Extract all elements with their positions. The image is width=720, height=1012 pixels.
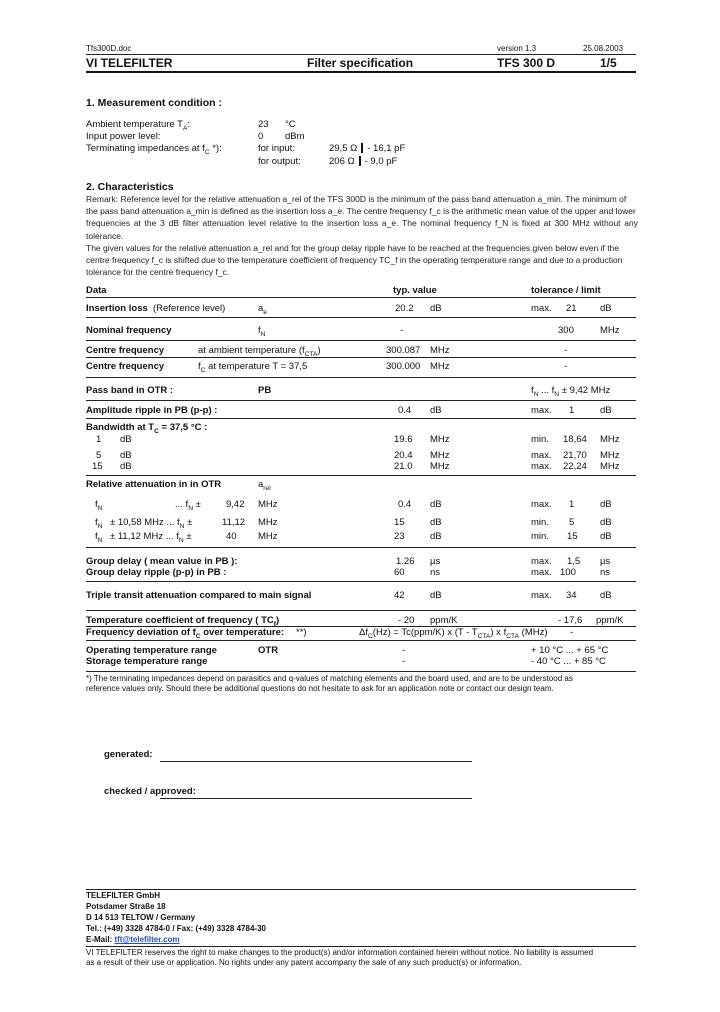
centre-frequency-ambient-limit: - — [564, 345, 568, 356]
footer-street: Potsdamer Straße 18 — [86, 902, 166, 911]
insertion-loss-limit: 21 — [566, 303, 577, 314]
col-data-header: Data — [86, 285, 107, 296]
characteristics-remark — [86, 193, 638, 278]
rel-att-range-start: $f_N$ — [95, 531, 103, 544]
group-delay-limit-kind: max. — [531, 556, 552, 567]
footer-email: E-Mail: tft@telefilter.com — [86, 935, 180, 944]
nominal-frequency-label: Nominal frequency — [86, 325, 172, 336]
remark-line: frequencies at the 3 dB filter attenuation level relative to the insertion loss a_e. The nominal frequency f_N is fixed at 300 MHz without any tolerance. — [86, 218, 638, 241]
terminating-impedance-label: Terminating impedances at $f_C$ *): — [86, 143, 222, 156]
measurement-heading: 1. Measurement condition : — [86, 97, 222, 109]
generated-label: generated: — [104, 749, 153, 760]
row-divider — [86, 640, 636, 641]
input-impedance-value: 29,5 Ω - 16,1 pF — [329, 143, 406, 154]
row-divider — [86, 418, 636, 419]
input-power-label: Input power level: — [86, 131, 161, 142]
relative-attenuation-label: Relative attenuation in in OTR — [86, 479, 222, 490]
footer-rule — [86, 889, 636, 890]
footer-city: D 14 513 TELTOW / Germany — [86, 913, 196, 922]
centre-frequency-limit: - — [564, 361, 568, 372]
group-delay-ripple-limit-unit: ns — [600, 567, 611, 578]
footer-tel-fax: Tel.: (+49) 3328 4784-0 / Fax: (+49) 3328 4784-30 — [86, 924, 266, 933]
rel-att-limit: 15 — [567, 531, 578, 542]
temp-coefficient-limit-unit: ppm/K — [596, 615, 624, 626]
bandwidth-limit: 18,64 — [563, 434, 587, 445]
row-divider — [86, 357, 636, 358]
remark-line: centre frequency f_c is shifted due to the temperature coefficient of frequency TC_f in the operating temperature range and due to a production — [86, 255, 623, 266]
disclaimer-line: as a result of their use or application. No rights under any patent accompany the sale of any such product(s) or information. — [86, 958, 522, 967]
output-impedance-value: 206 Ω - 9,0 pF — [329, 156, 398, 167]
col-typ-header: typ. value — [393, 285, 437, 296]
rel-att-range-value: 40 — [226, 531, 237, 542]
insertion-loss-unit: dB — [430, 303, 442, 314]
disclaimer-line: VI TELEFILTER reserves the right to make changes to the product(s) and/or information contained herein without notice. No liability is assumed — [86, 948, 594, 957]
rel-att-range-mid: ± 10,58 MHz ... $f_N$ ± — [110, 517, 193, 530]
row-divider — [86, 317, 636, 318]
rel-att-limit: 1 — [569, 499, 575, 510]
centre-frequency-ambient-unit: MHz — [430, 345, 450, 356]
freq-deviation-limit: - — [570, 627, 574, 638]
bandwidth-unit: MHz — [430, 461, 450, 472]
remark-line: tolerance for the centre frequency f_c. — [86, 267, 230, 278]
amplitude-ripple-unit: dB — [430, 405, 442, 416]
input-power-value: 0 — [258, 131, 264, 142]
bandwidth-level: 1 — [96, 434, 102, 445]
bandwidth-typ: 20.4 — [394, 450, 413, 461]
checked-signature-line — [160, 798, 472, 799]
amplitude-ripple-limit-kind: max. — [531, 405, 552, 416]
nominal-frequency-limit: 300 — [558, 325, 574, 336]
email-link[interactable]: tft@telefilter.com — [114, 935, 180, 944]
nominal-frequency-symbol: $f_N$ — [258, 325, 266, 338]
operating-temp-typ: - — [402, 645, 406, 656]
triple-transit-label: Triple transit attenuation compared to main signal — [86, 590, 312, 601]
group-delay-label: Group delay ( mean value in PB ): — [86, 556, 238, 567]
rel-att-limit-kind: max. — [531, 499, 552, 510]
bandwidth-level-unit: dB — [120, 461, 132, 472]
bandwidth-typ: 21.0 — [394, 461, 413, 472]
rel-att-range-unit: MHz — [258, 517, 278, 528]
rel-att-limit-kind: min. — [531, 531, 549, 542]
row-divider — [86, 581, 636, 582]
doc-filename: Tfs300D.doc — [86, 44, 132, 53]
group-delay-ripple-unit: ns — [430, 567, 441, 578]
triple-transit-limit-unit: dB — [600, 590, 612, 601]
footer-rule — [86, 946, 636, 947]
characteristics-heading: 2. Characteristics — [86, 181, 174, 193]
footnote-line: *) The terminating impedances depend on parasitics and q-values of matching elements and the board used, and are to be understood as — [86, 674, 573, 683]
footer-company: TELEFILTER GmbH — [86, 891, 161, 900]
temp-coefficient-limit: - 17,6 — [558, 615, 583, 626]
group-delay-limit-unit: µs — [600, 556, 611, 567]
bandwidth-limit-kind: max. — [531, 450, 552, 461]
insertion-loss-ref: (Reference level) — [153, 303, 226, 314]
amplitude-ripple-label: Amplitude ripple in PB (p-p) : — [86, 405, 218, 416]
row-divider — [86, 340, 636, 341]
nominal-frequency-typ: - — [400, 325, 404, 336]
storage-temp-limit: - 40 °C ... + 85 °C — [531, 656, 606, 667]
triple-transit-limit-kind: max. — [531, 590, 552, 601]
row-divider — [86, 547, 636, 548]
insertion-loss-label: Insertion loss — [86, 303, 148, 314]
amplitude-ripple-limit-unit: dB — [600, 405, 612, 416]
triple-transit-unit: dB — [430, 590, 442, 601]
remark-line: The given values for the relative attenuation a_rel and for the group delay ripple have to be reached at the frequencies given below even if the — [86, 242, 620, 253]
rel-att-range-unit: MHz — [258, 531, 278, 542]
remark-line: Remark: Reference level for the relative attenuation a_rel of the TFS 300D is the minimum of the pass band attenuation a_min. The minimum of — [86, 194, 627, 204]
group-delay-ripple-typ: 60 — [394, 567, 405, 578]
generated-signature-line — [160, 761, 472, 762]
rel-att-range-value: 9,42 — [226, 499, 245, 510]
operating-temp-limit: + 10 °C ... + 65 °C — [531, 645, 609, 656]
centre-frequency-typ: 300.000 — [386, 361, 421, 372]
bandwidth-limit-kind: max. — [531, 461, 552, 472]
freq-deviation-label: Frequency deviation of $f_C$ over temperature: — [86, 627, 285, 640]
rel-att-unit: dB — [430, 517, 442, 528]
relative-attenuation-symbol: $a_{rel}$ — [258, 479, 271, 492]
amplitude-ripple-limit: 1 — [569, 405, 575, 416]
rel-att-range-mid: ... $f_N$ ± — [175, 499, 201, 512]
row-divider — [86, 610, 636, 611]
document-title: Filter specification — [307, 56, 414, 70]
temp-coefficient-label: Temperature coefficient of frequency ( $TC_f$) — [86, 615, 280, 628]
rel-att-typ: 23 — [394, 531, 405, 542]
bandwidth-unit: MHz — [430, 434, 450, 445]
rel-att-limit-unit: dB — [600, 517, 612, 528]
bandwidth-limit-unit: MHz — [600, 461, 620, 472]
group-delay-ripple-label: Group delay ripple (p-p) in PB : — [86, 567, 227, 578]
centre-frequency-ambient-typ: 300.087 — [386, 345, 421, 356]
doc-version: version 1.3 — [497, 44, 537, 53]
row-divider — [86, 671, 636, 672]
row-divider — [86, 297, 636, 298]
centre-frequency-unit: MHz — [430, 361, 450, 372]
group-delay-unit: µs — [430, 556, 441, 567]
group-delay-typ: 1.26 — [396, 556, 415, 567]
rel-att-typ: 0.4 — [398, 499, 412, 510]
input-power-unit: dBm — [285, 131, 305, 142]
centre-frequency-ambient-label: Centre frequency — [86, 345, 165, 356]
doc-date: 25.08.2003 — [583, 44, 624, 53]
bandwidth-level-unit: dB — [120, 434, 132, 445]
rel-att-range-start: $f_N$ — [95, 499, 103, 512]
rel-att-limit: 5 — [569, 517, 575, 528]
rel-att-range-unit: MHz — [258, 499, 278, 510]
triple-transit-typ: 42 — [394, 590, 405, 601]
rel-att-limit-unit: dB — [600, 531, 612, 542]
pass-band-limit: $f_N$ ... $f_N \pm 9,42$ MHz — [531, 385, 611, 398]
freq-deviation-footnote-mark: **) — [296, 627, 307, 638]
bandwidth-level: 15 — [92, 461, 103, 472]
row-divider — [86, 400, 636, 401]
rel-att-unit: dB — [430, 531, 442, 542]
triple-transit-limit: 34 — [566, 590, 577, 601]
ambient-temp-value: 23 — [258, 119, 269, 130]
amplitude-ripple-typ: 0.4 — [398, 405, 412, 416]
rel-att-range-start: $f_N$ — [95, 517, 103, 530]
bandwidth-limit-unit: MHz — [600, 434, 620, 445]
row-divider — [86, 475, 636, 476]
header-rule-bottom — [86, 71, 636, 73]
pass-band-symbol: PB — [258, 385, 272, 396]
footnote-line: reference values only. Should there be additional questions do not hesitate to ask for an application note or contact our design team. — [86, 684, 554, 693]
nominal-frequency-limit-unit: MHz — [600, 325, 620, 336]
output-impedance-label: for output: — [258, 156, 301, 167]
ambient-temp-label: Ambient temperature $T_A$: — [86, 119, 191, 132]
bandwidth-level: 5 — [96, 450, 102, 461]
temp-coefficient-unit: ppm/K — [430, 615, 458, 626]
rel-att-unit: dB — [430, 499, 442, 510]
insertion-loss-limit-unit: dB — [600, 303, 612, 314]
storage-temp-typ: - — [402, 656, 406, 667]
group-delay-limit: 1,5 — [567, 556, 581, 567]
row-divider — [86, 377, 636, 378]
centre-frequency-ambient-cond: at ambient temperature $(f_{CTA})$ — [198, 345, 321, 358]
bandwidth-limit-unit: MHz — [600, 450, 620, 461]
operating-temp-symbol: OTR — [258, 645, 279, 656]
page-number: 1/5 — [600, 56, 617, 70]
header-rule-top — [86, 54, 636, 55]
insertion-loss-symbol: $a_e$ — [258, 303, 267, 316]
bandwidth-limit-kind: min. — [531, 434, 549, 445]
bandwidth-label: Bandwidth at $T_C = 37,5$ °C : — [86, 422, 208, 435]
centre-frequency-label: Centre frequency — [86, 361, 165, 372]
bandwidth-unit: MHz — [430, 450, 450, 461]
rel-att-limit-unit: dB — [600, 499, 612, 510]
freq-deviation-formula: $\Delta f_C(Hz) = Tc(ppm/K)$ x $(T - T_{CTA})$ x $f_{CTA}$ (MHz) — [359, 627, 548, 640]
rel-att-range-value: 11,12 — [222, 517, 246, 528]
remark-line: the pass band attenuation a_min is defined as the insertion loss a_e. The centre frequency f_c is the arithmetic mean value of the upper and lower — [86, 206, 636, 217]
rel-att-typ: 15 — [394, 517, 405, 528]
bandwidth-typ: 19.6 — [394, 434, 413, 445]
storage-temp-label: Storage temperature range — [86, 656, 208, 667]
rel-att-range-mid: ± 11,12 MHz ... $f_N$ ± — [110, 531, 192, 544]
col-tolerance-header: tolerance / limit — [531, 285, 601, 296]
centre-frequency-cond: $f_C$ at temperature T = 37,5 — [198, 361, 308, 374]
checked-approved-label: checked / approved: — [104, 786, 196, 797]
insertion-loss-typ: 20.2 — [395, 303, 414, 314]
ambient-temp-unit: °C — [285, 119, 296, 130]
operating-temp-label: Operating temperature range — [86, 645, 217, 656]
part-number: TFS 300 D — [497, 56, 556, 70]
bandwidth-level-unit: dB — [120, 450, 132, 461]
bandwidth-limit: 22,24 — [563, 461, 587, 472]
insertion-loss-limit-kind: max. — [531, 303, 552, 314]
company-logo-text: VI TELEFILTER — [86, 56, 173, 70]
group-delay-ripple-limit: 100 — [560, 567, 576, 578]
rel-att-limit-kind: min. — [531, 517, 549, 528]
bandwidth-limit: 21,70 — [563, 450, 587, 461]
pass-band-label: Pass band in OTR : — [86, 385, 174, 396]
group-delay-ripple-limit-kind: max. — [531, 567, 552, 578]
temp-coefficient-typ: - 20 — [398, 615, 415, 626]
input-impedance-label: for input: — [258, 143, 295, 154]
